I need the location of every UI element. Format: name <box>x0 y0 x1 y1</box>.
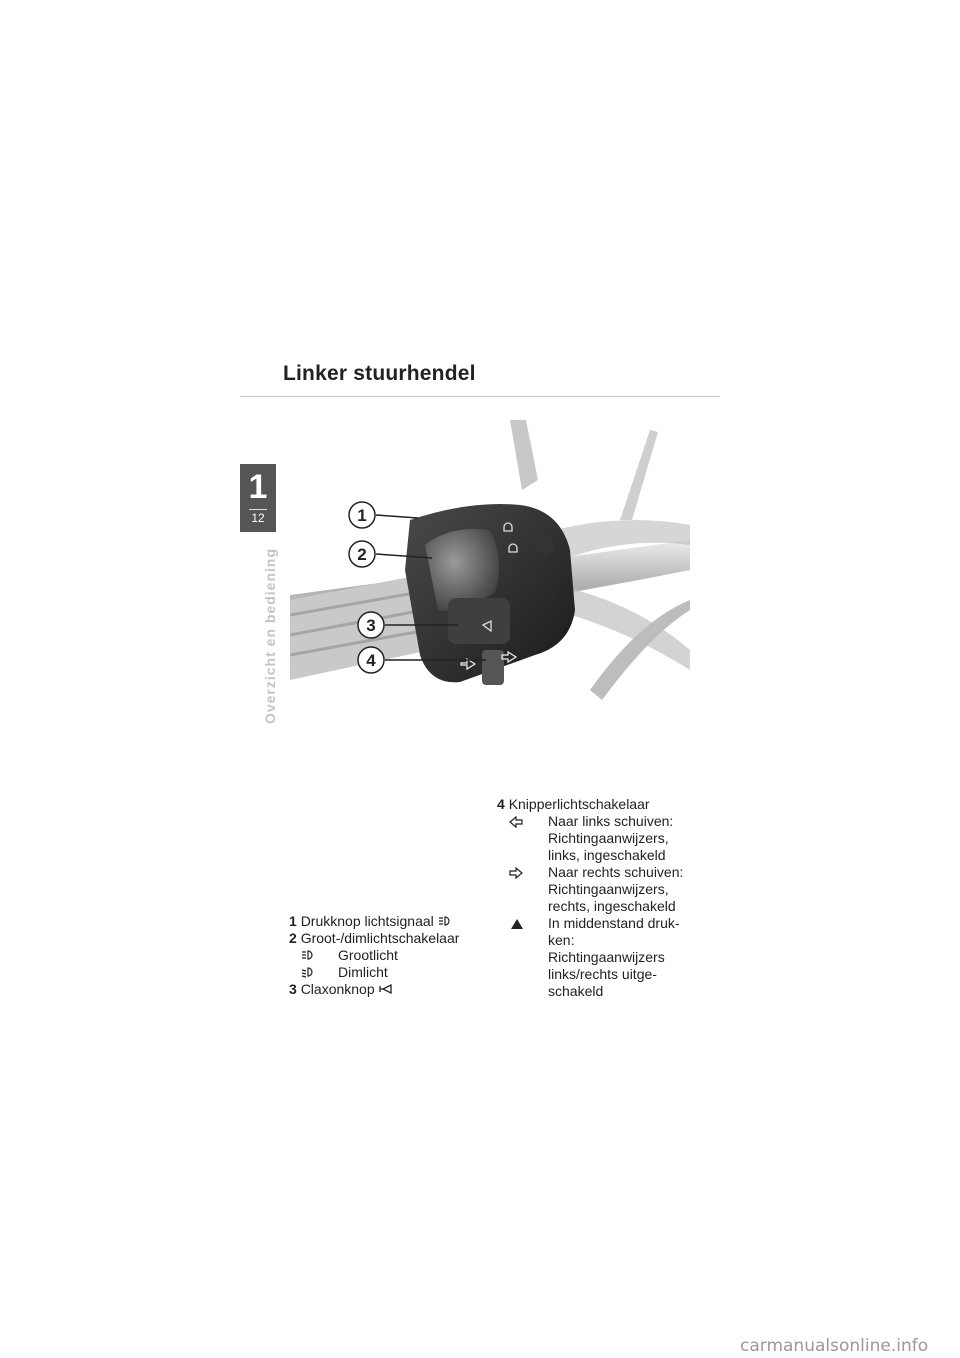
svg-text:1: 1 <box>357 506 367 525</box>
legend-item-2-sub-1: Grootlicht <box>289 947 459 964</box>
legend-item-4-sub-1: Naar links schuiven: <box>497 813 650 830</box>
callout-2 <box>349 541 375 567</box>
chapter-side-label: Overzicht en bediening <box>262 548 278 725</box>
page-number: 12 <box>251 511 265 525</box>
svg-text:4: 4 <box>366 651 376 670</box>
chapter-number: 1 <box>248 468 268 506</box>
horn-icon <box>379 983 393 995</box>
legend-item-2-sub-2: Dimlicht <box>289 964 459 981</box>
callout-1 <box>349 502 375 528</box>
legend-item-2: 2 Groot-/dimlichtschakelaar <box>289 930 460 946</box>
legend-item-4: 4 Knipperlichtschakelaar <box>497 796 650 812</box>
legend-item-4-sub-3: In middenstand druk- <box>497 915 650 932</box>
high-beam-icon <box>438 915 452 927</box>
callout-3 <box>358 612 384 638</box>
callout-4 <box>358 647 384 673</box>
low-beam-icon <box>301 966 315 978</box>
svg-text:2: 2 <box>357 545 367 564</box>
chapter-divider <box>249 509 267 510</box>
legend-item-1: 1 Drukknop lichtsignaal <box>289 913 459 930</box>
turn-right-icon <box>509 867 523 879</box>
page-title: Linker stuurhendel <box>283 362 476 385</box>
chapter-tab <box>240 464 276 532</box>
turn-left-icon <box>509 816 523 828</box>
legend-left <box>289 913 459 998</box>
title-divider <box>240 396 720 397</box>
svg-text:3: 3 <box>366 616 376 635</box>
legend-item-3: 3 Claxonknop <box>289 981 459 998</box>
high-beam-icon <box>301 949 315 961</box>
legend-item-4-sub-2: Naar rechts schuiven: <box>497 864 650 881</box>
press-up-triangle-icon <box>510 918 524 930</box>
footer-watermark: carmanualsonline.info <box>740 1336 929 1356</box>
legend-right: 4 Knipperlichtschakelaar Naar links schuiven: Richtingaanwijzers, links, ingeschakeld Naar rechts schuiven: Richtingaanwijzers, rechts, ingeschakeld In middenstand druk- ken: Richtingaanwijzers links/rechts uitge- schakeld <box>497 796 684 999</box>
handlebar-photo <box>290 420 690 720</box>
